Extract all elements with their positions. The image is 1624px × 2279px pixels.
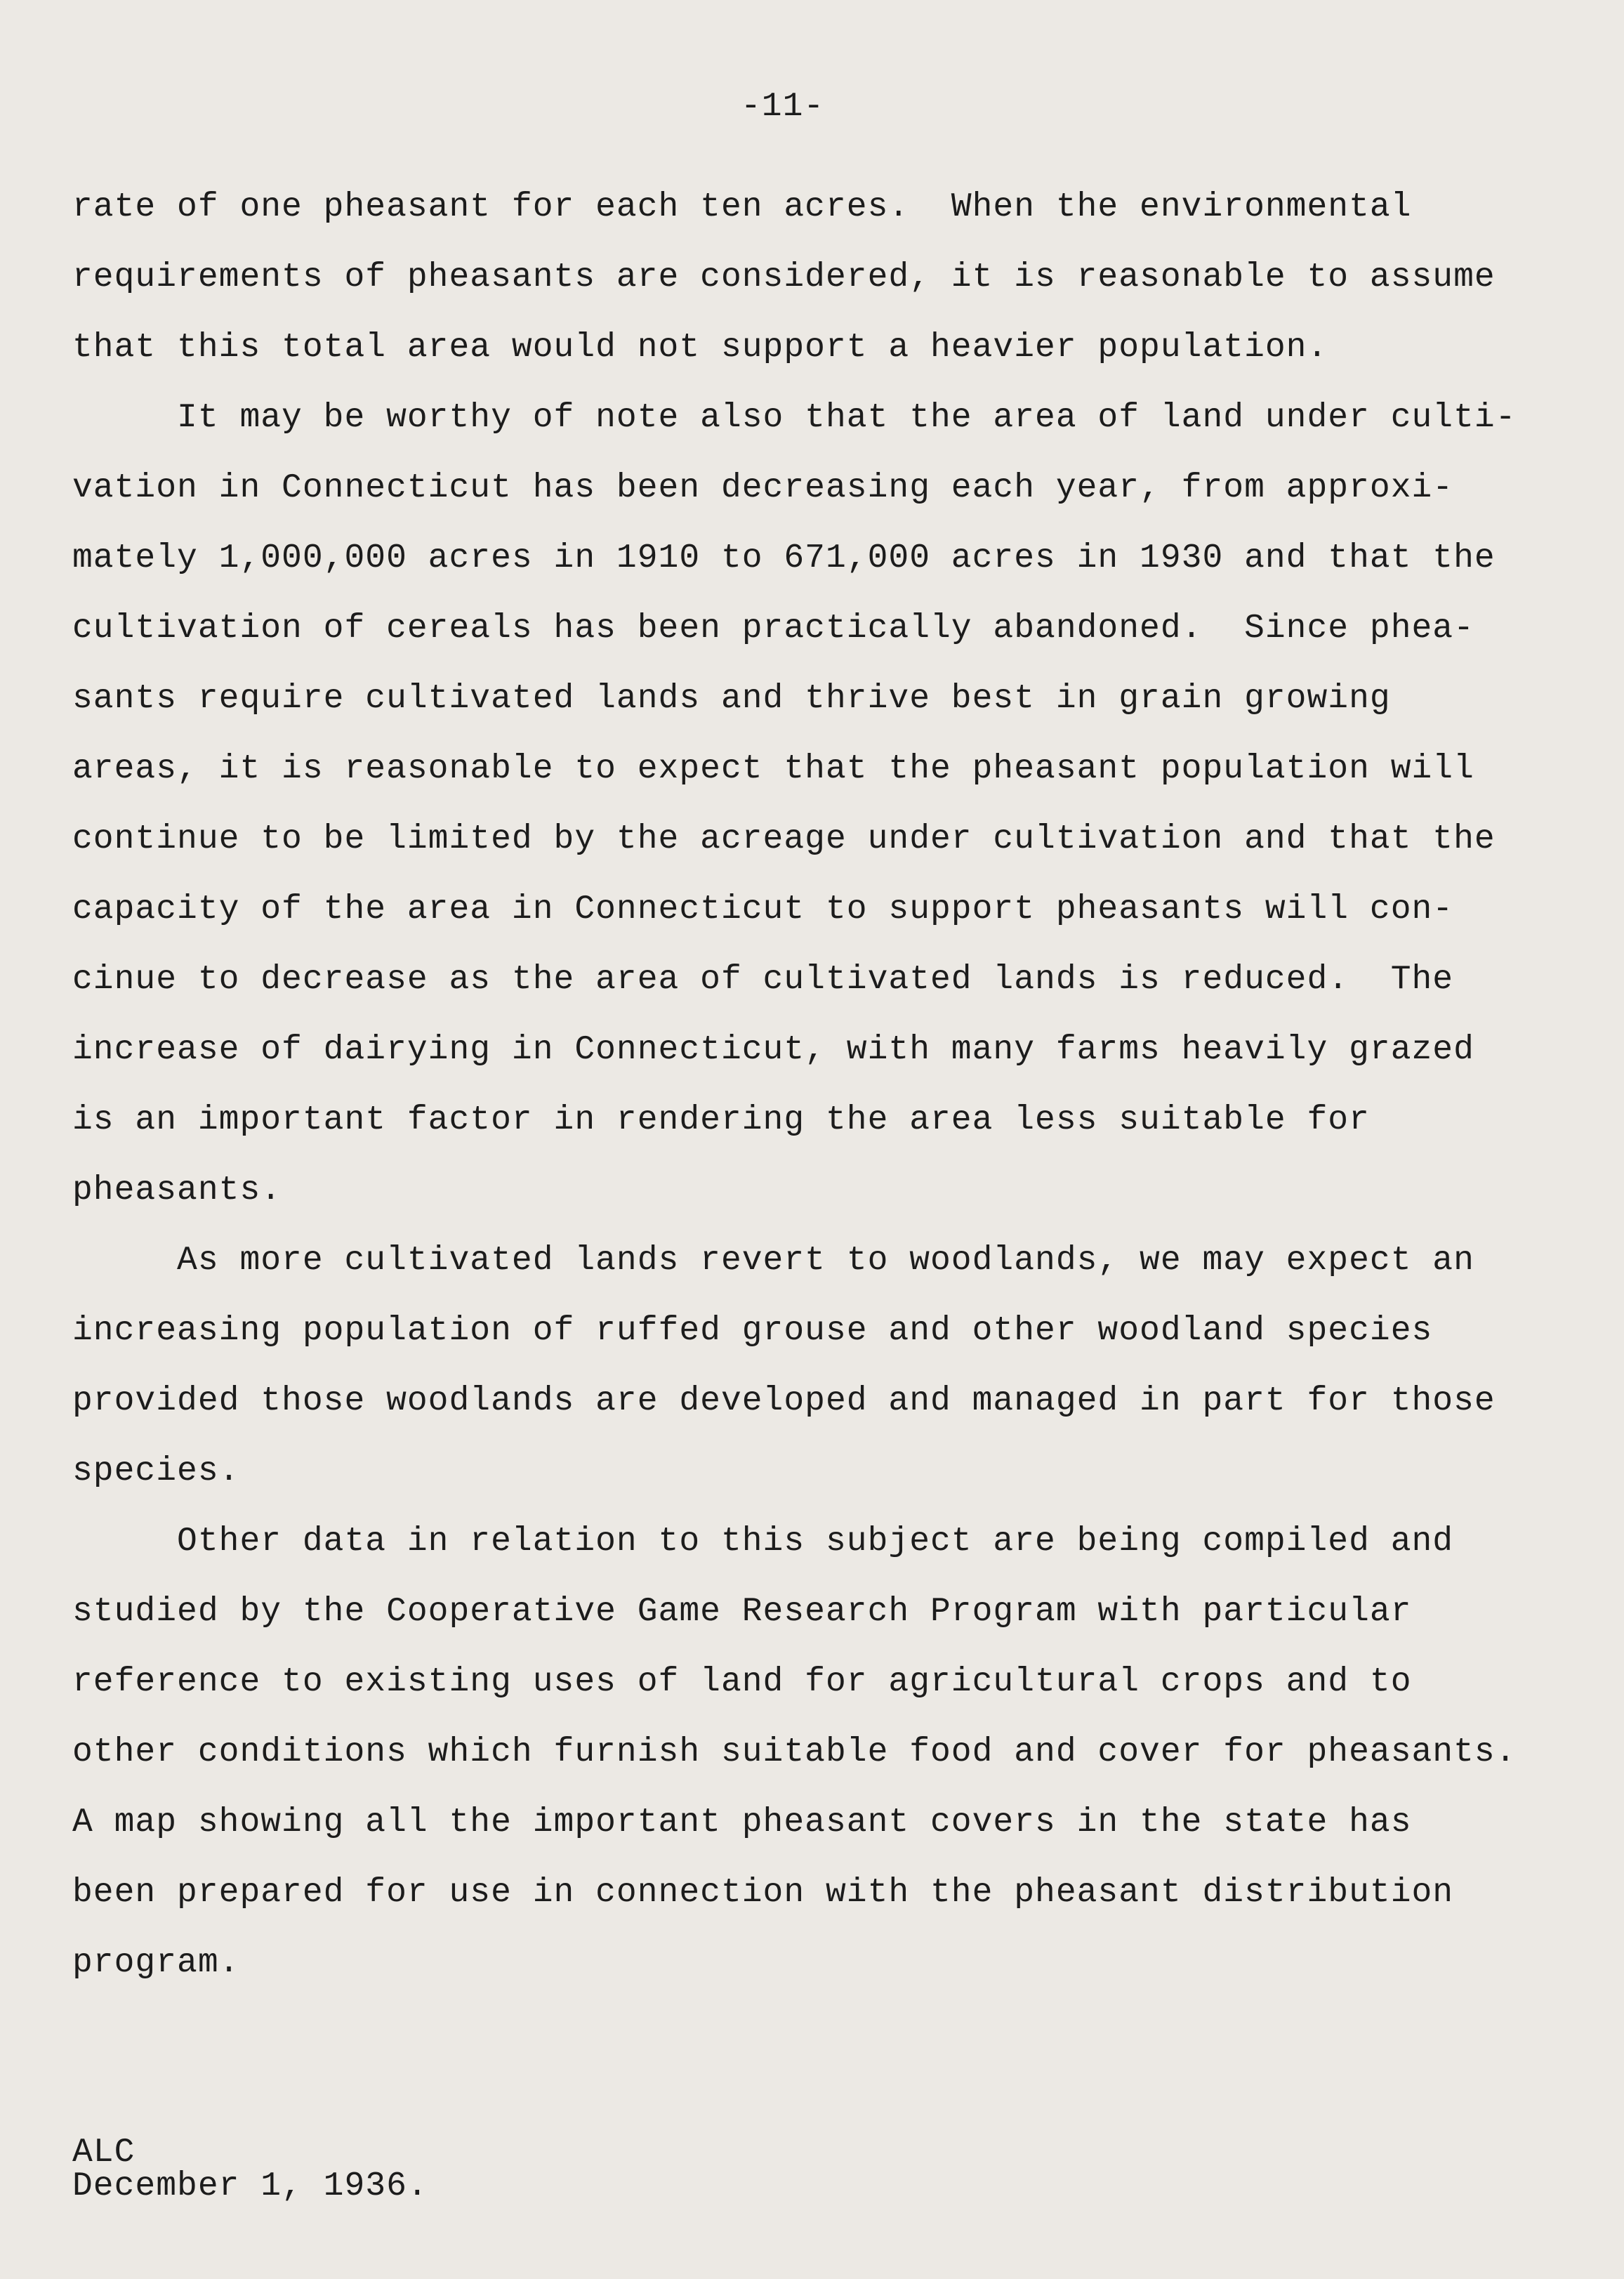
text-line: capacity of the area in Connecticut to support pheasants will con- bbox=[72, 891, 1454, 928]
text-line: Other data in relation to this subject are being compiled and bbox=[72, 1523, 1454, 1561]
text-line: increasing population of ruffed grouse and other woodland species bbox=[72, 1312, 1433, 1350]
text-line: increase of dairying in Connecticut, with many farms heavily grazed bbox=[72, 1031, 1474, 1069]
text-line: pheasants. bbox=[72, 1171, 282, 1209]
text-line: provided those woodlands are developed and managed in part for those bbox=[72, 1382, 1496, 1420]
text-line: been prepared for use in connection with the pheasant distribution bbox=[72, 1874, 1454, 1912]
page-number: -11- bbox=[741, 88, 825, 126]
text-line: cultivation of cereals has been practically abandoned. Since phea- bbox=[72, 610, 1474, 648]
text-line: other conditions which furnish suitable food and cover for pheasants. bbox=[72, 1733, 1517, 1771]
text-line: rate of one pheasant for each ten acres. When the environmental bbox=[72, 188, 1412, 226]
text-line: mately 1,000,000 acres in 1910 to 671,000 acres in 1930 and that the bbox=[72, 539, 1496, 577]
text-line: program. bbox=[72, 1944, 240, 1982]
text-line: that this total area would not support a heavier population. bbox=[72, 329, 1328, 367]
text-line: sants require cultivated lands and thrive best in grain growing bbox=[72, 680, 1391, 718]
text-line: continue to be limited by the acreage under cultivation and that the bbox=[72, 820, 1496, 858]
text-line: It may be worthy of note also that the area of land under culti- bbox=[72, 399, 1517, 437]
author-initials: ALC bbox=[72, 2134, 136, 2172]
text-line: requirements of pheasants are considered, it is reasonable to assume bbox=[72, 258, 1496, 296]
text-line: vation in Connecticut has been decreasing each year, from approxi- bbox=[72, 469, 1454, 507]
text-line: As more cultivated lands revert to woodlands, we may expect an bbox=[72, 1242, 1474, 1280]
text-line: studied by the Cooperative Game Research Program with particular bbox=[72, 1593, 1412, 1631]
text-line: is an important factor in rendering the area less suitable for bbox=[72, 1101, 1370, 1139]
document-date: December 1, 1936. bbox=[72, 2167, 428, 2205]
text-line: A map showing all the important pheasant covers in the state has bbox=[72, 1804, 1412, 1841]
text-line: areas, it is reasonable to expect that the pheasant population will bbox=[72, 750, 1474, 788]
text-line: cinue to decrease as the area of cultivated lands is reduced. The bbox=[72, 961, 1454, 999]
text-line: reference to existing uses of land for agricultural crops and to bbox=[72, 1663, 1412, 1701]
text-line: species. bbox=[72, 1452, 240, 1490]
